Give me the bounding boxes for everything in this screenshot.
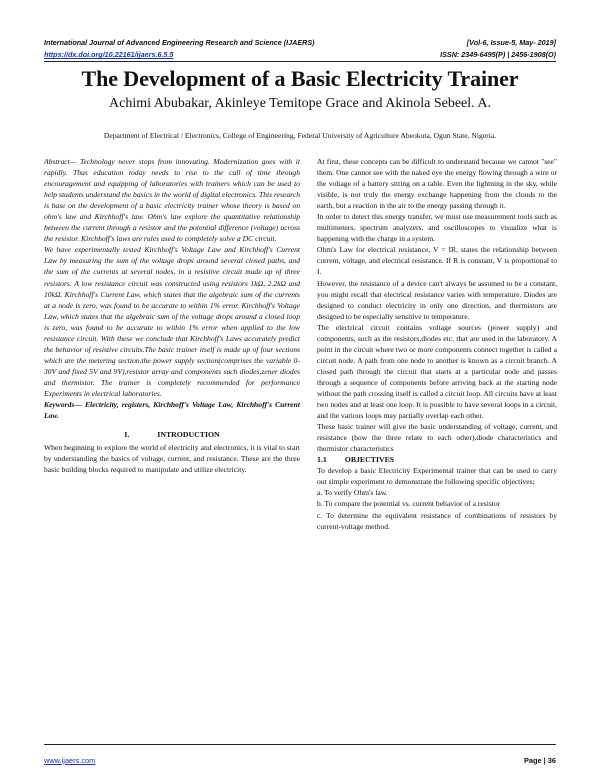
objective-a: a. To verify Ohm's law.: [317, 488, 388, 498]
body-paragraph-5: The electrical circuit contains voltage sources (power supply) and components, such as the resistors,diodes etc. that are used in the laboratory. A point in the circuit where two or more components connect together is called a circuit node. A path from one node to another is known as a circuit branch. A closed path through the circuit that starts at a particular node and passes through a sequence of components before arriving back at the starting node without the path crossing itself is called a circuit loop. All circuits have at least two nodes and at least one loop. It is possible to have several loops in a circuit, and the various loops may partially overlap each other.: [317, 322, 557, 421]
intro-paragraph: When beginning to explore the world of electricity and electronics, it is vital to start by understanding the basics of voltage, current, and resistance. These are the three basic building blocks required to manipulate and utilize electricity.: [44, 443, 300, 475]
authors: Achimi Abubakar, Akinleye Temitope Grace and Akinola Sebeel. A.: [109, 96, 491, 111]
right-column: [317, 156, 557, 532]
section-number: I.: [124, 430, 130, 440]
body-paragraph-1: At first, these concepts can be difficult to understand because we cannot "see" them. One cannot see with the naked eye the energy flowing through a wire or the voltage of a battery sitting on a table. Even the lightning in the sky, while visible, is not truly the energy exchange happening from the clouds to the earth, but a reaction in the air to the energy passing through it.: [317, 157, 557, 211]
journal-url[interactable]: www.ijaers.com: [44, 756, 96, 765]
subsection-title: OBJECTIVES: [344, 455, 395, 465]
objective-b: b. To compare the potential vs. current behavior of a resistor: [317, 499, 501, 509]
running-header: [44, 38, 556, 47]
section-title: INTRODUCTION: [157, 430, 220, 440]
objective-c: c. To determine the equivalent resistance of combinations of resistors by current-voltage method.: [317, 510, 557, 531]
doi-link[interactable]: https://dx.doi.org/10.22161/ijaers.6.5.5: [44, 50, 174, 59]
abstract-paragraph-2: We have experimentally tested Kirchhoff's Voltage Law and Kirchhoff's Current Law by measuring the sum of the voltage drops around several closed paths, and the sum of the currents at several nodes, in a resistive circuit made up of three resistors. A low resistance circuit was constructed using resistors 1kΩ, 2.2kΩ and 10kΩ. Kirchhoff's Current Law, which states that the algebraic sum of the currents at a node is zero, was found to be accurate to within 1% error. Kirchhoff's Voltage Law, which states that the algebraic sum of the voltage drops around a closed loop is zero, was found to be accurate to within 1% error when applied to the low resistance circuit. With these we conclude that Kirchhoff's Laws accurately predict the behavior of resistive circuits.The basic trainer itself is made up of four sections which are the metering section,the power supply section(comprises the variable 0-30V and fixed 5V and 9V),resistor array and components such diodes,zener diodes and thermistor. The trainer is completely recommended for performance Experiments in electrical laboratories.: [44, 245, 300, 398]
journal-name: International Journal of Advanced Engineering Research and Science (IJAERS): [44, 38, 315, 47]
body-paragraph-6: These basic trainer will give the basic understanding of voltage, current, and resistance (how the three relate to each other),diode characteristics and thermistor characteristics: [317, 422, 557, 454]
objectives-intro: To develop a basic Electricity Experimental trainer that can be used to carry out simple experiment to demonstrate the following specific objectives;: [317, 466, 557, 487]
subsection-number: 1.1: [317, 455, 327, 465]
affiliation: Department of Electrical / Electronics, College of Engineering, Federal University of Agriculture Abeokuta, Ogun State, Nigeria.: [103, 131, 497, 140]
paper-title: The Development of a Basic Electricity Trainer: [81, 66, 519, 91]
doi-issn-row: [44, 50, 556, 59]
subsection-heading-objectives: [317, 454, 557, 465]
volume-issue: [Vol-6, Issue-5, May- 2019]: [466, 38, 556, 47]
issn: ISSN: 2349-6495(P) | 2456-1908(O): [440, 50, 556, 59]
page-number: Page | 36: [523, 756, 556, 765]
header-rule: [44, 61, 556, 62]
keywords: Keywords— Electricity, registers, Kirchhoff's Voltage Law, Kirchhoff's Current Law.: [44, 400, 300, 421]
footer-rule: [44, 744, 556, 745]
abstract-paragraph-1: Abstract— Technology never stops from innovating. Modernization goes with it rapidly. Thus education today needs to rise to the call of time through encouragement and equipping of laboratories with trainers which can be used to help students understand the basics in the world of digital electronics. This research is base on the development of a basic electricity trainer whose theory is based on ohm's law and Kirchhoff's law. Ohm's law explore the quantitative relationship between the current through a resistor and the potential difference (voltage) across the resistor. Kirchhoff's laws are rules used to completely solve a DC circuit.: [44, 157, 300, 244]
section-heading-introduction: [44, 429, 300, 440]
body-paragraph-4: However, the resistance of a device can't always be assumed to be a constant, you might recall that electrical resistance varies with temperature. Diodes are designed to conduct electricity in only one direction, and thermistors are designed to be especially sensitive to temperature.: [317, 278, 557, 321]
body-paragraph-2: In order to detect this energy transfer, we must use measurement tools such as multimeters, spectrum analyzers, and oscilloscopes to visualize what is happening with the charge in a system.: [317, 212, 557, 244]
body-paragraph-3: Ohm's Law for electrical resistance, V = IR, states the relationship between current, voltage, and electrical resistance. If R is constant, V is proportional to I.: [317, 245, 557, 277]
left-column: [44, 156, 300, 475]
footer: [44, 756, 556, 765]
